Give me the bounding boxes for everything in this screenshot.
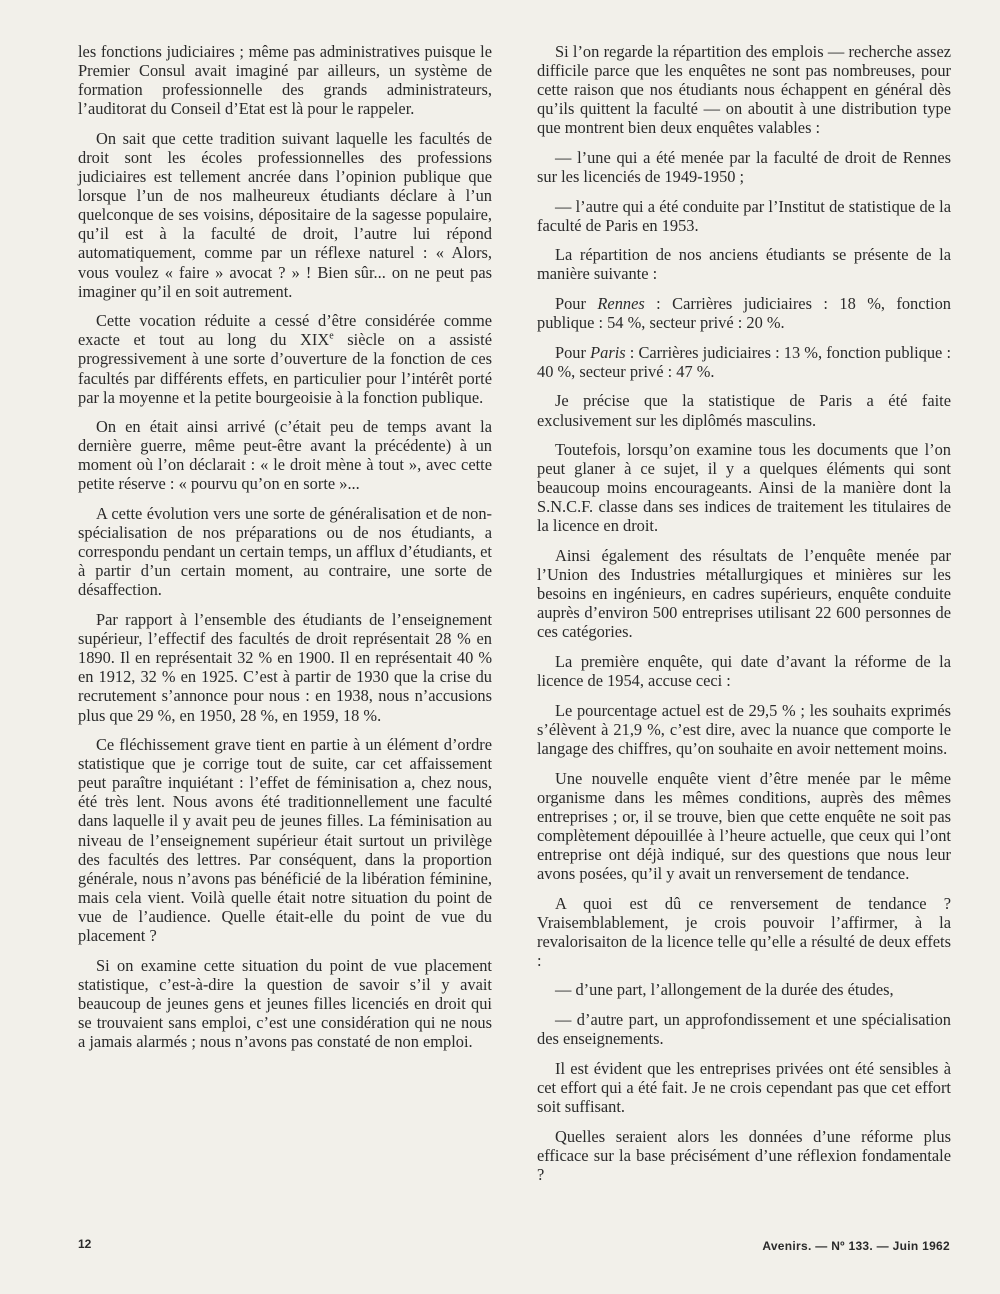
paragraph-text: siècle on a assisté progressivement à une sorte d’ouverture de la fonction de ces facultés par différents effets, en particulier pour l’intérêt porté par la moyenne et la petite bourgeoisie à la fonction publique. (78, 330, 492, 407)
paragraph: Il est évident que les entreprises privées ont été sensibles à cet effort qui a été fait. Je ne crois cependant pas que cet effort soit suffisant. (537, 1058, 951, 1116)
paragraph-text: : Carrières judiciaires : 18 %, fonction publique : 54 %, secteur privé : 20 %. (537, 294, 952, 333)
page-number: 12 (78, 1237, 92, 1251)
right-column (537, 42, 951, 1194)
paragraph: La répartition de nos anciens étudiants se présente de la manière suivante : (537, 245, 951, 284)
paragraph: Si l’on regarde la répartition des emplois — recherche assez difficile parce que les enquêtes ne sont pas nombreuses, pour cette raison que nos étudiants nous échappent en général dès qu’ils quittent la faculté — on aboutit à une distribution type que montrent bien deux enquêtes valables : (537, 42, 951, 138)
superscript: e (329, 330, 334, 342)
paragraph-text: Pour (555, 294, 598, 314)
paragraph-text: Pour (555, 342, 591, 362)
paragraph: Une nouvelle enquête vient d’être menée par le même organisme dans les mêmes conditions, auprès des mêmes entreprises ; or, il se trouve, bien que cette enquête ne soit pas complètement dépouillée à l’heure actuelle, que ceux qui l’ont entreprise ont déjà indiqué, sur des questions que nous leur avons posées, qu’il y avait un renversement de tendance. (537, 768, 951, 883)
paragraph: Par rapport à l’ensemble des étudiants de l’enseignement supérieur, l’effectif des facultés de droit représentait 28 % en 1890. Il en représentait 32 % en 1900. Il en représentait 40 % en 1912, 32 % en 1925. C’est à partir de 1930 que la crise du recrutement s’annonce pour nous : en 1938, nous n’accusions plus que 29 %, en 1950, 28 %, en 1959, 18 %. (78, 610, 492, 725)
paragraph: Quelles seraient alors les données d’une réforme plus efficace sur la base précisément d’une réflexion fondamentale ? (537, 1126, 951, 1184)
statistic-paris (537, 343, 951, 381)
paragraph: Si on examine cette situation du point de vue placement statistique, c’est-à-dire la question de savoir s’il y avait beaucoup de jeunes gens et jeunes filles licenciés en droit qui se trouvaient sans emploi, c’est une considération qui ne nous a jamais alarmés ; nous n’avons pas constaté de non emploi. (78, 955, 492, 1051)
statistic-rennes (537, 294, 951, 332)
paragraph-text: : Carrières judiciaires : 13 %, fonction publique : 40 %, secteur privé : 47 %. (537, 342, 952, 381)
city-name: Rennes (597, 294, 645, 314)
running-title: Avenirs. — Nº 133. — Juin 1962 (762, 1239, 950, 1253)
paragraph: Je précise que la statistique de Paris a été faite exclusivement sur les diplômés masculins. (537, 391, 951, 430)
paragraph: A quoi est dû ce renversement de tendance ? Vraisemblablement, je crois pouvoir l’affirmer, à la revalorisaiton de la licence telle qu’elle a résulté de deux effets : (537, 893, 951, 970)
paragraph-text: Cette vocation réduite a cessé d’être considérée comme exacte et tout au long du XIX (78, 311, 492, 350)
paragraph: Ainsi également des résultats de l’enquête menée par l’Union des Industries métallurgiques et minières sur les besoins en ingénieurs, en cadres supérieurs, enquête conduite auprès d’environ 500 entreprises utilisant 22 600 personnes de ces catégories. (537, 546, 951, 642)
list-item: — l’une qui a été menée par la faculté de droit de Rennes sur les licenciés de 1949-1950 ; (537, 147, 951, 187)
paragraph: On sait que cette tradition suivant laquelle les facultés de droit sont les écoles professionnelles des professions judiciaires est tellement ancrée dans l’opinion publique que lorsque l’un de nos malheureux étudiants déclare à l’un quelconque de ses voisins, dépositaire de la sagesse populaire, qu’il est à la faculté de droit, l’autre lui répond automatiquement, comme par un réflexe naturel : « Alors, vous voulez « faire » avocat ? » ! Bien sûr... on ne peut pas imaginer qu’il en soit autrement. (78, 128, 492, 301)
paragraph: Toutefois, lorsqu’on examine tous les documents que l’on peut glaner à ce sujet, il y a quelques éléments qui sont beaucoup moins encourageants. Ainsi de la manière dont la S.N.C.F. classe dans ses indices de traitement les titulaires de la licence en droit. (537, 440, 951, 536)
paragraph: A cette évolution vers une sorte de généralisation et de non-spécialisation de nos préparations ou de nos étudiants, a correspondu pendant un certain temps, un afflux d’étudiants, et à partir d’un certain moment, au contraire, une sorte de désaffection. (78, 504, 492, 600)
paragraph: On en était ainsi arrivé (c’était peu de temps avant la dernière guerre, même peut-être avant la précédente) à un moment où l’on déclarait : « le droit mène à tout », avec cette petite réserve : « pourvu qu’on en sorte »... (78, 417, 492, 494)
paragraph: La première enquête, qui date d’avant la réforme de la licence de 1954, accuse ceci : (537, 652, 951, 691)
list-item: — d’autre part, un approfondissement et une spécialisation des enseignements. (537, 1010, 951, 1049)
paragraph: Ce fléchissement grave tient en partie à un élément d’ordre statistique que je corrige tout de suite, car cet affaissement peut paraître inquiétant : l’effet de féminisation a, chez nous, été très lent. Nous avons été traditionnellement une faculté dans laquelle il y avait peu de jeunes filles. La féminisation au niveau de l’enseignement supérieur était surtout un privilège des facultés des lettres. Par conséquent, dans la proportion générale, nous n’avons pas bénéficié de la libération féminine, mais cela vient. Voilà quelle était notre situation du point de vue de l’audience. Quelle était-elle du point de vue du placement ? (78, 735, 492, 946)
paragraph: Le pourcentage actuel est de 29,5 % ; les souhaits exprimés s’élèvent à 21,9 %, c’est dire, avec la nuance que comporte le langage des chiffres, qu’on souhaite en avoir nettement moins. (537, 700, 951, 758)
left-column (78, 42, 492, 1062)
paragraph (78, 311, 492, 406)
list-item: — l’autre qui a été conduite par l’Institut de statistique de la faculté de Paris en 1953. (537, 196, 951, 235)
city-name: Paris (590, 342, 626, 362)
list-item: — d’une part, l’allongement de la durée des études, (555, 980, 894, 1000)
paragraph: les fonctions judiciaires ; même pas administratives puisque le Premier Consul avait imaginé par ailleurs, un système de formation professionnelle des grands administrateurs, l’auditorat du Conseil d’Etat est là pour le rappeler. (78, 42, 492, 119)
